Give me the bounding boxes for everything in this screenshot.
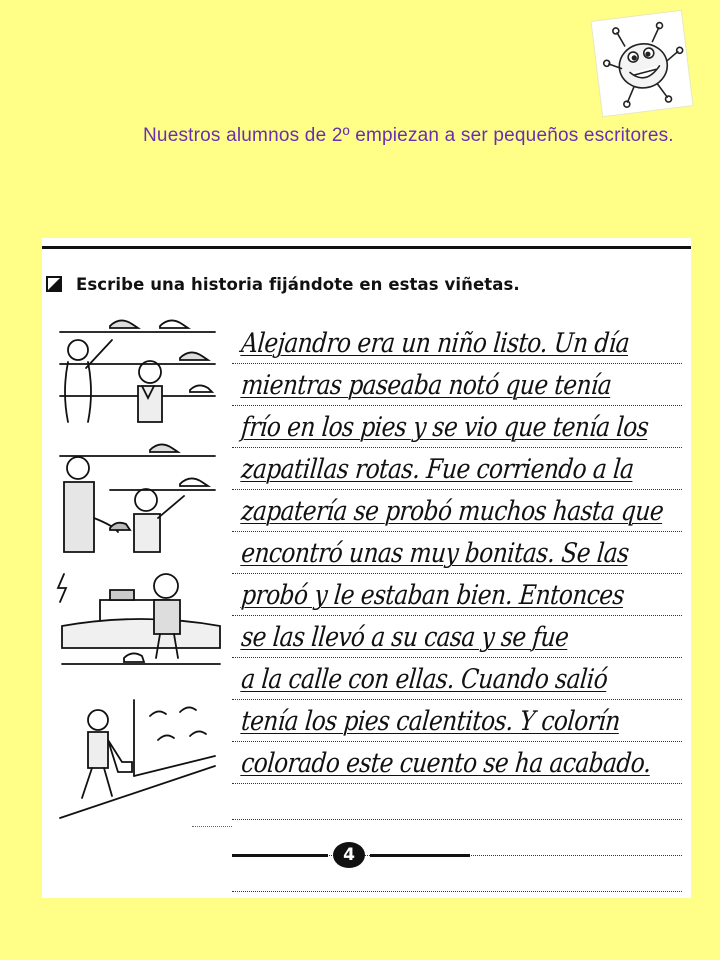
page-badge [332,840,366,870]
handwritten-text: Alejandro era un niño listo. Un día [240,328,631,359]
worksheet [42,238,691,898]
handwritten-text: se las llevó a su casa y se fue [240,622,570,653]
vignette-trying-shoes [50,432,222,558]
instruction-row [46,272,520,296]
black-square-marker-icon [46,276,62,292]
mascot-picture [592,11,693,116]
handwritten-text: tenía los pies calentitos. Y colorín [240,706,622,737]
top-rule [42,246,691,249]
vignette-shop-shelves [50,302,222,428]
handwritten-text: zapatillas rotas. Fue corriendo a la [240,454,635,485]
handwritten-text: mientras paseaba notó que tenía [240,370,613,401]
handwritten-text: frío en los pies y se vio que tenía los [240,412,650,443]
vignette-strip [50,302,222,812]
footer-rule-right [370,854,470,857]
vignette-home-bench [50,564,222,690]
writing-line [232,838,682,892]
page-number: 4 [343,845,355,865]
handwritten-text: probó y le estaban bien. Entonces [240,580,626,611]
trying-shoes-drawing-icon [50,432,222,558]
instruction-text: Escribe una historia fijándote en estas viñetas. [76,274,520,294]
handwritten-text: colorado este cuento se ha acabado. [240,748,653,779]
bench-drawing-icon [50,564,222,690]
handwritten-text: a la calle con ellas. Cuando salió [240,664,609,695]
vignette-walking-out [50,696,222,822]
dotted-ruling [232,891,682,892]
intro-paragraph: Nuestros alumnos de 2º empiezan a ser pequeños escritores. [143,125,674,146]
cartoon-mascot-icon [592,11,693,116]
handwritten-text: encontró unas muy bonitas. Se las [240,538,631,569]
footer-rule-left [232,854,328,857]
walking-boy-drawing-icon [50,696,222,822]
shoe-shop-drawing-icon [50,302,222,428]
dotted-mark [192,826,232,831]
handwritten-text: zapatería se probó muchos hasta que [240,496,665,527]
